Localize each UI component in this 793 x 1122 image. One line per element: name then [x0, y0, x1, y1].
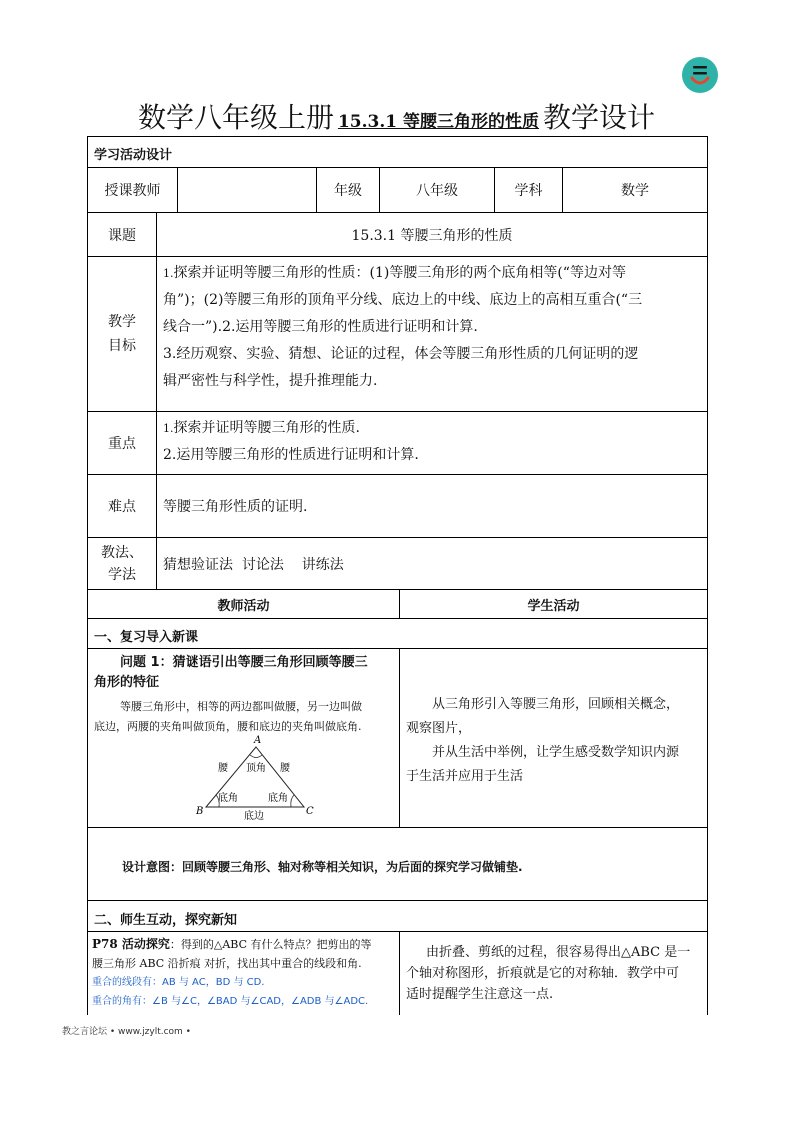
- key-points-line2: 2.运用等腰三角形的性质进行证明和计算.: [163, 447, 419, 463]
- part1-student-cell: [399, 648, 708, 828]
- subject-value: 数学: [562, 167, 708, 213]
- part2-student-cell: [399, 931, 708, 1015]
- vertex-c-label: C: [306, 806, 314, 817]
- subject-label: 学科: [494, 167, 563, 213]
- leg-left-label: 腰: [218, 763, 228, 774]
- goals-content: [156, 256, 708, 412]
- methods-value: 猜想验证法 讨论法 讲练法: [156, 537, 708, 590]
- part2-student-line3: 适时提醒学生注意这一点.: [406, 987, 554, 1002]
- part1-desc-line1: 等腰三角形中，相等的两边都叫做腰，另一边叫做: [120, 700, 362, 713]
- goals-label-1: 教学: [108, 314, 136, 330]
- methods-label-2: 学法: [108, 566, 136, 583]
- part1-desc-line2: 底边，两腰的夹角叫做顶角，腰和底边的夹角叫做底角.: [94, 720, 362, 733]
- part1-student-line1: 从三角形引入等腰三角形，回顾相关概念，: [432, 697, 680, 712]
- part2-heading: 二、师生互动，探究新知: [87, 900, 708, 932]
- part1-student-line4: 于生活并应用于生活: [406, 769, 524, 784]
- section-header: 学习活动设计: [87, 136, 708, 168]
- title-part-2: 15.3.1 等腰三角形的性质: [337, 112, 540, 132]
- part1-teacher-cell: [87, 648, 400, 828]
- explore-line1: ：得到的△ABC 有什么特点？把剪出的等: [169, 938, 372, 951]
- explore-label: P78 活动探究: [92, 937, 170, 951]
- goals-line1: 探索并证明等腰三角形的性质：(1)等腰三角形的两个底角相等(“等边对等: [173, 265, 626, 281]
- part2-teacher-cell: [87, 931, 400, 1015]
- part2-student-line1: 由折叠、剪纸的过程，很容易得出△ABC 是一: [426, 945, 691, 960]
- apex-angle-label: 顶角: [246, 763, 266, 774]
- coincide-segments: 重合的线段有：AB 与 AC，BD 与 CD.: [92, 977, 265, 988]
- difficulty-value: 等腰三角形性质的证明.: [156, 474, 708, 538]
- part1-heading: 一、复习导入新课: [87, 618, 708, 649]
- part1-question-line2: 角形的特征: [94, 675, 160, 690]
- key-points-line1-num: 1.: [163, 422, 174, 435]
- site-logo-icon: [682, 57, 718, 93]
- part1-student-line2: 观察图片，: [406, 721, 472, 736]
- base-label: 底边: [244, 811, 264, 821]
- teacher-label: 授课教师: [87, 167, 178, 213]
- grade-label: 年级: [316, 167, 380, 213]
- isosceles-triangle-figure: [192, 735, 322, 821]
- student-activity-header: 学生活动: [399, 589, 708, 619]
- base-angle-left-label: 底角: [218, 793, 238, 804]
- goals-label-2: 目标: [108, 338, 136, 354]
- title-part-1: 数学八年级上册: [137, 101, 334, 134]
- difficulty-label: 难点: [87, 474, 157, 538]
- goals-line3: 线合一”).2.运用等腰三角形的性质进行证明和计算.: [163, 319, 478, 335]
- grade-value: 八年级: [379, 167, 495, 213]
- part2-student-line2: 个轴对称图形，折痕就是它的对称轴．教学中可: [406, 966, 680, 981]
- vertex-b-label: B: [196, 806, 204, 817]
- document-title: [0, 96, 793, 136]
- design-intent: 设计意图：回顾等腰三角形、轴对称等相关知识，为后面的探究学习做铺垫.: [87, 827, 708, 901]
- vertex-a-label: A: [254, 735, 262, 746]
- base-angle-right-label: 底角: [268, 793, 288, 804]
- explore-line2: 腰三角形 ABC 沿折痕 对折，找出其中重合的线段和角.: [92, 957, 362, 970]
- teacher-value: [177, 167, 317, 213]
- goals-line1-num: 1.: [163, 267, 174, 280]
- goals-line5: 辑严密性与科学性，提升推理能力.: [163, 373, 378, 389]
- teacher-activity-header: 教师活动: [87, 589, 400, 619]
- topic-value: 15.3.1 等腰三角形的性质: [156, 212, 708, 257]
- methods-label: [87, 537, 157, 590]
- methods-label-1: 教法、: [101, 544, 143, 561]
- part1-student-line3: 并从生活中举例，让学生感受数学知识内源: [432, 745, 680, 760]
- goals-line2: 角”)；(2)等腰三角形的顶角平分线、底边上的中线、底边上的高相互重合(“三: [163, 292, 643, 308]
- topic-label: 课题: [87, 212, 157, 257]
- part1-question-line1: 问题 1：猜谜语引出等腰三角形回顾等腰三: [120, 655, 368, 670]
- key-points-label: 重点: [87, 411, 157, 475]
- coincide-angles: 重合的角有：∠B 与∠C，∠BAD 与∠CAD，∠ADB 与∠ADC.: [92, 996, 369, 1007]
- key-points-line1: 探索并证明等腰三角形的性质.: [173, 420, 360, 436]
- page-footer: 教之言论坛 • www.jzylt.com •: [62, 1027, 191, 1037]
- key-points-content: [156, 411, 708, 475]
- goals-label: [87, 256, 157, 412]
- leg-right-label: 腰: [280, 763, 290, 774]
- goals-line4: 3.经历观察、实验、猜想、论证的过程，体会等腰三角形性质的几何证明的逻: [163, 346, 639, 362]
- title-part-3: 教学设计: [543, 101, 656, 134]
